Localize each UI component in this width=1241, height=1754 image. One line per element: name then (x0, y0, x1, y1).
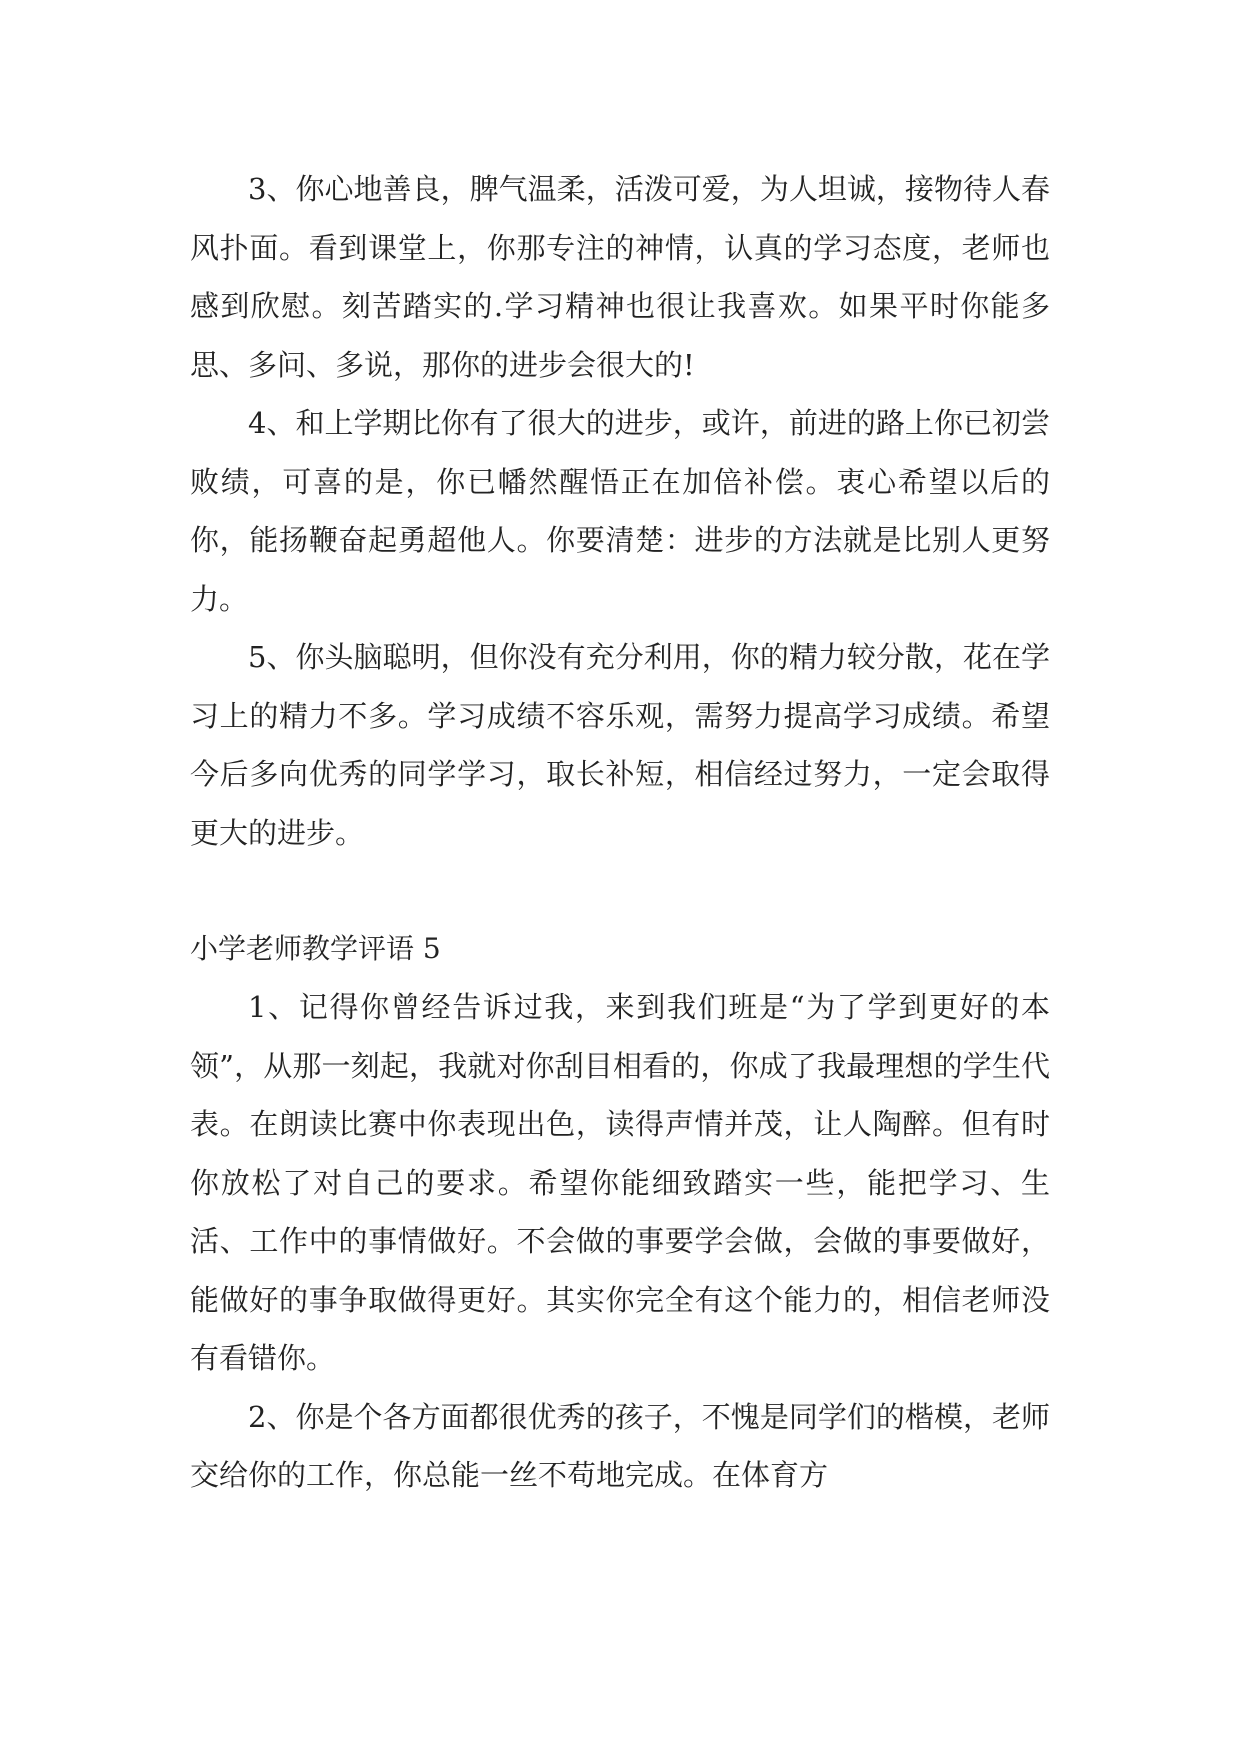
comment-paragraph-2: 2、你是个各方面都很优秀的孩子，不愧是同学们的楷模，老师交给你的工作，你总能一丝不苟地完成。在体育方 (190, 1399, 1050, 1492)
comment-paragraph-5: 5、你头脑聪明，但你没有充分利用，你的精力较分散，花在学习上的精力不多。学习成绩不容乐观，需努力提高学习成绩。希望今后多向优秀的同学学习，取长补短，相信经过努力，一定会取得更大的进步。 (190, 640, 1050, 850)
comment-paragraph-1: 1、记得你曾经告诉过我，来到我们班是“为了学到更好的本领”，从那一刻起，我就对你刮目相看的，你成了我最理想的学生代表。在朗读比赛中你表现出色，读得声情并茂，让人陶醉。但有时你放松了对自己的要求。希望你能细致踏实一些，能把学习、生活、工作中的事情做好。不会做的事要学会做，会做的事要做好，能做好的事争取做得更好。其实你完全有这个能力的，相信老师没有看错你。 (190, 990, 1050, 1375)
comment-paragraph-4: 4、和上学期比你有了很大的进步，或许，前进的路上你已初尝败绩，可喜的是，你已幡然醒悟正在加倍补偿。衷心希望以后的你，能扬鞭奋起勇超他人。你要清楚：进步的方法就是比别人更努力。 (190, 406, 1050, 616)
section-heading: 小学老师教学评语 5 (190, 932, 441, 965)
document-body (190, 160, 1050, 1505)
comment-paragraph-3: 3、你心地善良，脾气温柔，活泼可爱，为人坦诚，接物待人春风扑面。看到课堂上，你那专注的神情，认真的学习态度，老师也感到欣慰。刻苦踏实的.学习精神也很让我喜欢。如果平时你能多思、多问、多说，那你的进步会很大的! (190, 172, 1050, 382)
